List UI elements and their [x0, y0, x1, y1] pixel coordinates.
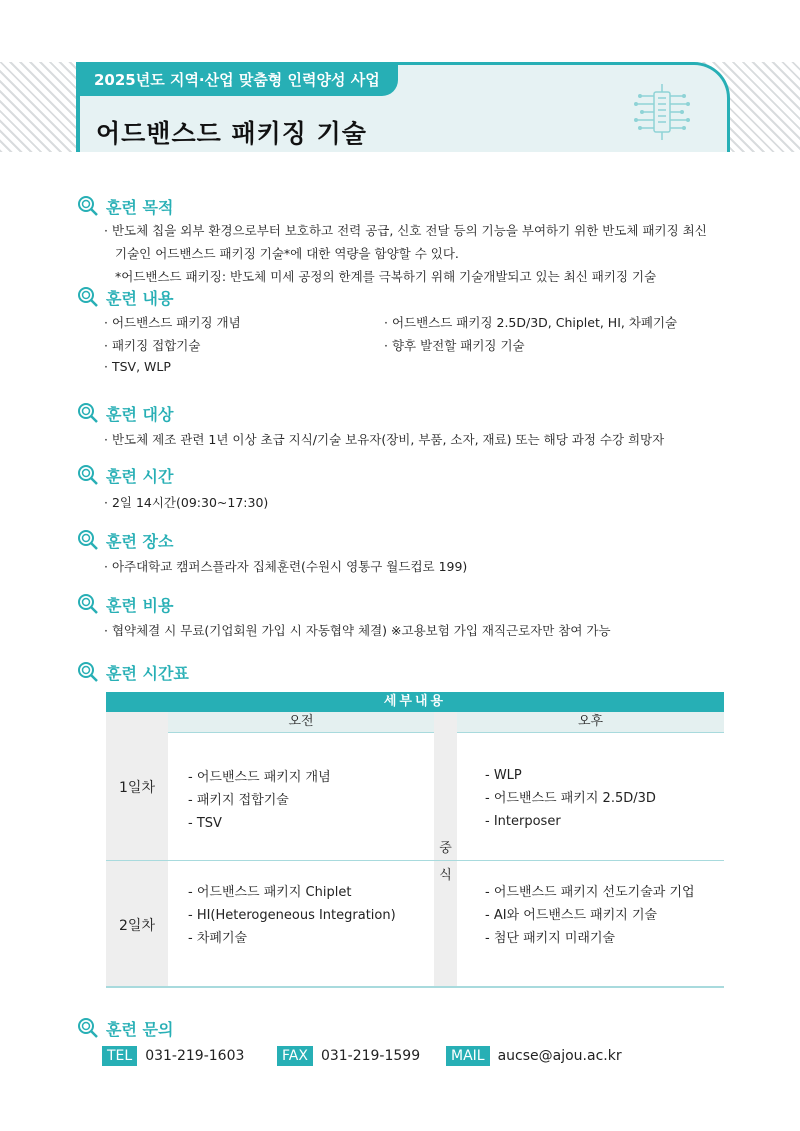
page-title: 어드밴스드 패키징 기술 — [96, 119, 367, 148]
purpose-line-2: 기술인 어드밴스드 패키징 기술*에 대한 역량을 함양할 수 있다. — [115, 246, 459, 261]
place-line: · 아주대학교 캠퍼스플라자 집체훈련(수원시 영통구 월드컵로 199) — [104, 559, 468, 574]
row-label-column — [106, 712, 168, 987]
section-title: 훈련 시간표 — [106, 663, 189, 683]
cost-line: · 협약체결 시 무료(기업회원 가입 시 자동협약 체결) ※고용보험 가입 재직근로자만 참여 가능 — [104, 623, 611, 638]
contact-tel — [102, 1046, 244, 1066]
lunch-char: 중 — [439, 841, 452, 856]
section-cost-heading — [76, 591, 173, 617]
list-item: - TSV — [188, 816, 222, 831]
day2-label: 2일차 — [119, 918, 155, 934]
section-title: 훈련 문의 — [106, 1019, 174, 1039]
list-item: - AI와 어드밴스드 패키지 기술 — [485, 908, 658, 923]
day2-pm-list — [485, 881, 695, 950]
content-item: · 패키징 접합기술 — [104, 338, 201, 353]
content-item: · TSV, WLP — [104, 359, 171, 374]
section-title: 훈련 비용 — [106, 595, 174, 615]
section-place-heading — [76, 527, 173, 553]
list-item: - 차폐기술 — [188, 931, 248, 946]
section-inquiry-heading — [76, 1015, 173, 1041]
fax-label: FAX — [277, 1046, 313, 1066]
contact-mail — [446, 1046, 622, 1066]
target-line: · 반도체 제조 관련 1년 이상 초급 지식/기술 보유자(장비, 부품, 소자, 재료) 또는 해당 과정 수강 희망자 — [104, 432, 665, 447]
table-header: 세부내용 — [106, 692, 724, 712]
list-item: - HI(Heterogeneous Integration) — [188, 908, 396, 923]
section-purpose-heading — [76, 193, 173, 219]
section-time-heading — [76, 462, 173, 488]
magnifier-icon — [76, 463, 100, 487]
list-item: - 어드밴스드 패키지 2.5D/3D — [485, 791, 656, 806]
list-item: - 어드밴스드 패키지 Chiplet — [188, 885, 352, 900]
section-schedule-heading — [76, 659, 189, 685]
list-item: - 패키지 접합기술 — [188, 793, 289, 808]
day1-am-list — [188, 766, 331, 835]
magnifier-icon — [76, 401, 100, 425]
section-title: 훈련 목적 — [106, 197, 174, 217]
row-divider — [106, 860, 724, 861]
day1-pm-list — [485, 764, 656, 833]
day1-label: 1일차 — [119, 780, 155, 796]
list-item: - 어드밴스드 패키지 개념 — [188, 770, 331, 785]
magnifier-icon — [76, 660, 100, 684]
chip-icon — [632, 82, 692, 142]
time-line: · 2일 14시간(09:30~17:30) — [104, 495, 269, 510]
list-item: - 첨단 패키지 미래기술 — [485, 931, 616, 946]
section-title: 훈련 시간 — [106, 466, 174, 486]
list-item: - WLP — [485, 768, 522, 783]
magnifier-icon — [76, 528, 100, 552]
program-tag: 2025년도 지역·산업 맞춤형 인력양성 사업 — [80, 64, 398, 96]
list-item: - Interposer — [485, 814, 561, 829]
mail-label: MAIL — [446, 1046, 490, 1066]
schedule-table — [106, 692, 724, 987]
content-item: · 향후 발전할 패키징 기술 — [384, 338, 525, 353]
section-content-heading — [76, 284, 173, 310]
section-title: 훈련 장소 — [106, 531, 174, 551]
purpose-line-1: · 반도체 칩을 외부 환경으로부터 보호하고 전력 공급, 신호 전달 등의 기능을 부여하기 위한 반도체 패키징 최신 — [104, 223, 707, 238]
pm-header: 오후 — [457, 712, 724, 733]
section-target-heading — [76, 400, 173, 426]
lunch-char: 식 — [439, 868, 452, 883]
contact-fax — [277, 1046, 420, 1066]
purpose-note: *어드밴스드 패키징: 반도체 미세 공정의 한계를 극복하기 위해 기술개발되고 있는 최신 패키징 기술 — [115, 269, 657, 284]
magnifier-icon — [76, 1016, 100, 1040]
section-title: 훈련 대상 — [106, 404, 174, 424]
list-item: - 어드밴스드 패키지 선도기술과 기업 — [485, 885, 695, 900]
content-item: · 어드밴스드 패키징 2.5D/3D, Chiplet, HI, 차폐기술 — [384, 315, 678, 330]
tel-value[interactable]: 031-219-1603 — [145, 1048, 245, 1064]
section-title: 훈련 내용 — [106, 288, 174, 308]
magnifier-icon — [76, 194, 100, 218]
mail-value[interactable]: aucse@ajou.ac.kr — [497, 1048, 622, 1064]
am-header: 오전 — [168, 712, 434, 733]
content-item: · 어드밴스드 패키징 개념 — [104, 315, 241, 330]
magnifier-icon — [76, 285, 100, 309]
table-bottom-border — [106, 986, 724, 988]
day2-am-list — [188, 881, 396, 950]
tel-label: TEL — [102, 1046, 137, 1066]
magnifier-icon — [76, 592, 100, 616]
fax-value: 031-219-1599 — [320, 1048, 421, 1064]
